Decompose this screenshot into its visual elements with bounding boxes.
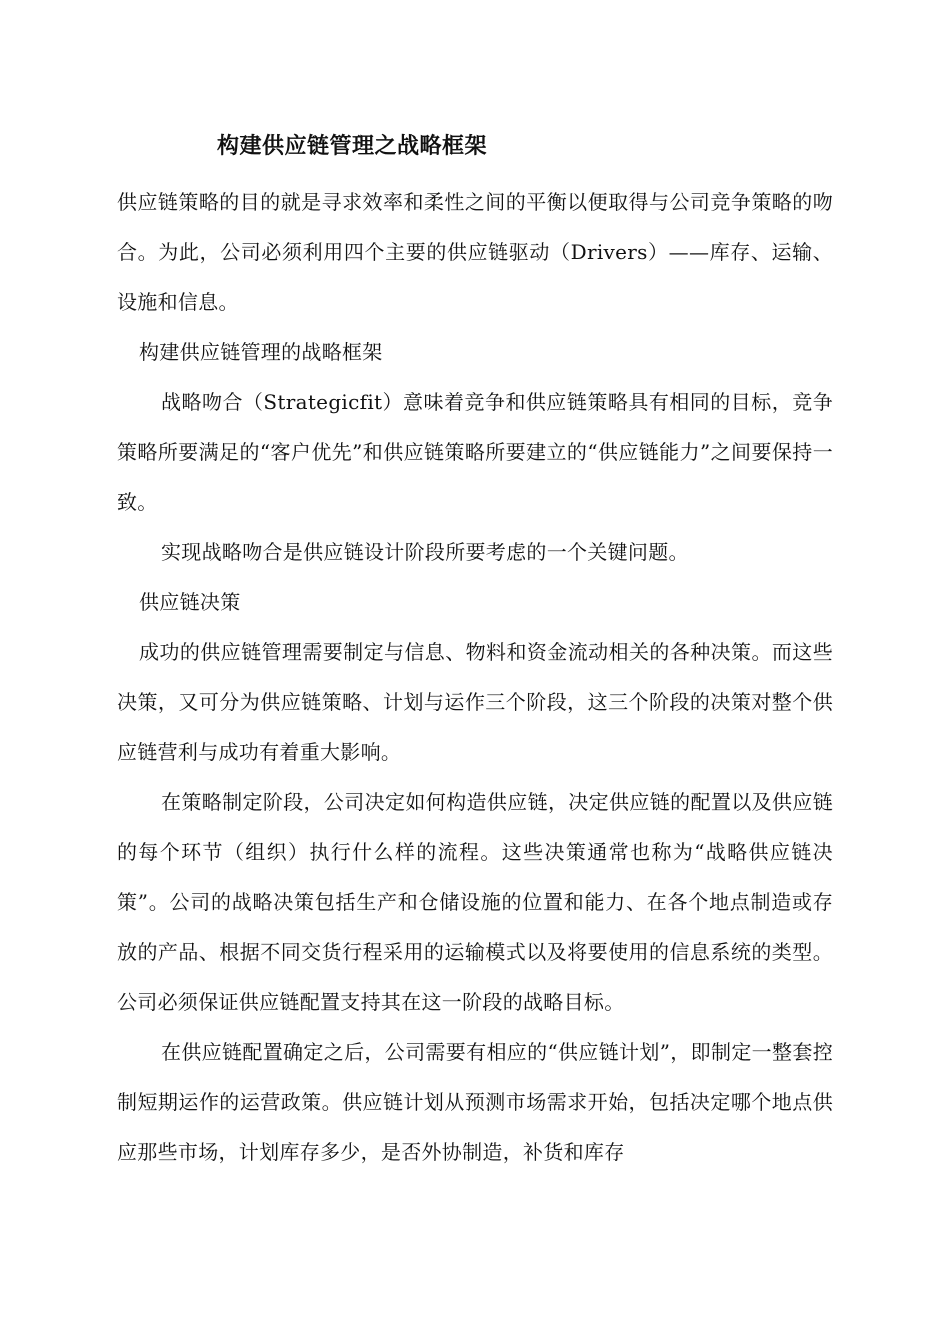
section-heading-supply-chain-decisions: 供应链决策	[139, 590, 241, 614]
strategy-stage-paragraph: 在策略制定阶段，公司决定如何构造供应链，决定供应链的配置以及供应链的每个环节（组织）执行什么样的流程。这些决策通常也称为“战略供应链决策”。公司的战略决策包括生产和仓储设施的位置和能力、在各个地点制造或存放的产品、根据不同交货行程采用的运输模式以及将要使用的信息系统的类型。公司必须保证供应链配置支持其在这一阶段的战略目标。	[117, 790, 833, 1014]
document-body	[117, 125, 833, 1177]
document-title: 构建供应链管理之战略框架	[217, 134, 488, 159]
strategic-fit-key-issue-paragraph: 实现战略吻合是供应链设计阶段所要考虑的一个关键问题。	[161, 540, 689, 564]
section-heading-strategic-framework: 构建供应链管理的战略框架	[139, 340, 383, 364]
intro-paragraph: 供应链策略的目的就是寻求效率和柔性之间的平衡以便取得与公司竞争策略的吻合。为此，公司必须利用四个主要的供应链驱动（Drivers）——库存、运输、设施和信息。	[117, 190, 833, 314]
decisions-overview-paragraph: 成功的供应链管理需要制定与信息、物料和资金流动相关的各种决策。而这些决策，又可分为供应链策略、计划与运作三个阶段，这三个阶段的决策对整个供应链营利与成功有着重大影响。	[117, 640, 833, 764]
planning-stage-paragraph: 在供应链配置确定之后，公司需要有相应的“供应链计划”，即制定一整套控制短期运作的运营政策。供应链计划从预测市场需求开始，包括决定哪个地点供应那些市场，计划库存多少，是否外协制造，补货和库存	[117, 1040, 833, 1164]
strategic-fit-paragraph: 战略吻合（Strategicfit）意味着竞争和供应链策略具有相同的目标，竞争策略所要满足的“客户优先”和供应链策略所要建立的“供应链能力”之间要保持一致。	[117, 390, 833, 514]
